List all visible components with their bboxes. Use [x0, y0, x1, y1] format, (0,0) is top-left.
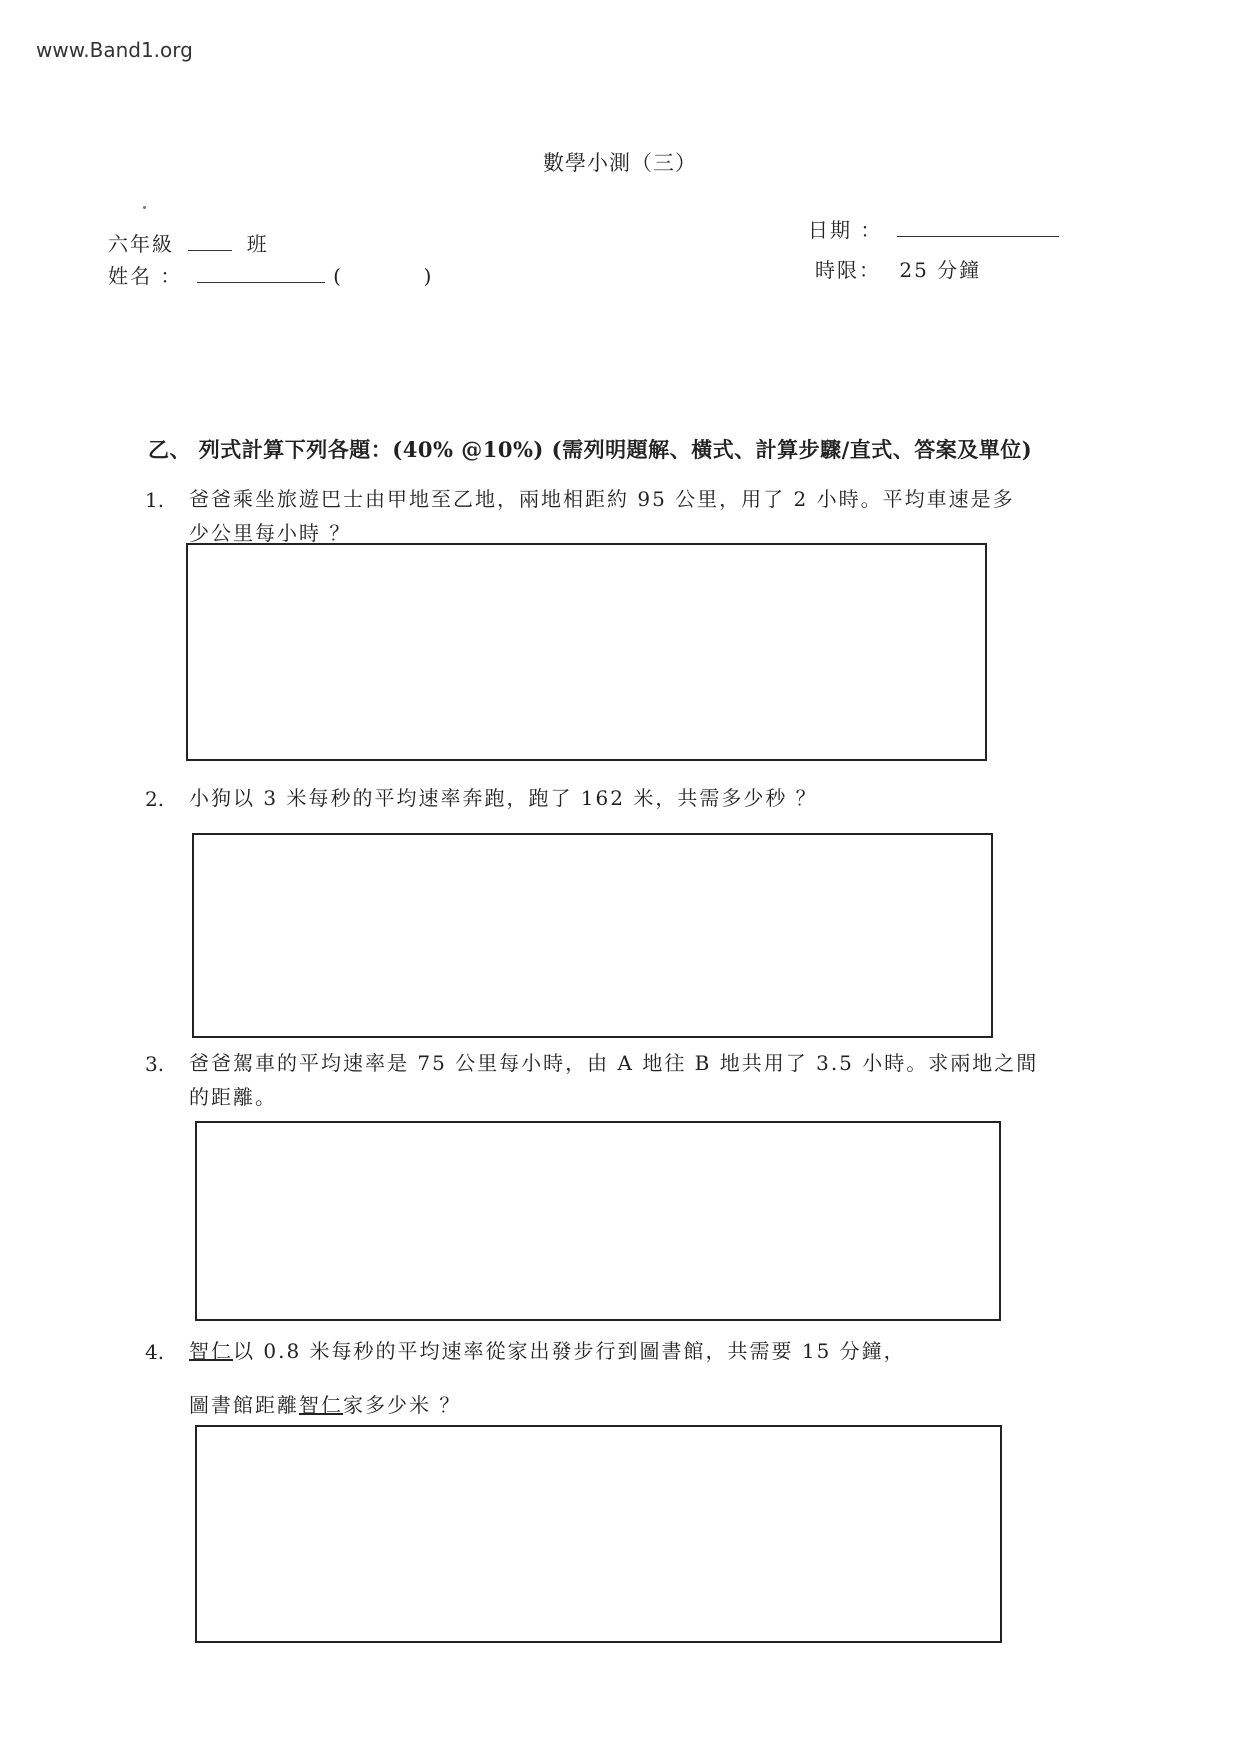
grade-label: 六年級 [108, 232, 174, 256]
student-name: 智仁 [189, 1339, 233, 1363]
answer-box-4[interactable] [195, 1425, 1002, 1643]
section-heading: 乙、 列式計算下列各題：(40% @10%) (需列明題解、橫式、計算步驟/直式、答案及單位) [148, 437, 1033, 462]
question-4-text [189, 1334, 906, 1422]
name-blank[interactable] [197, 268, 325, 283]
question-line: 小狗以 3 米每秒的平均速率奔跑，跑了 162 米，共需多少秒 ？ [189, 786, 818, 810]
question-line [189, 1334, 906, 1368]
question-2-text [189, 781, 818, 815]
time-limit-line [815, 254, 981, 283]
question-line: 的距離。 [189, 1085, 277, 1109]
scan-speck [143, 206, 146, 209]
question-1-text [189, 482, 1015, 550]
name-label: 姓名 ： [108, 264, 183, 288]
date-label: 日期 ： [808, 218, 883, 242]
question-text-segment: 圖書館距離 [189, 1393, 299, 1417]
question-3-text [189, 1046, 1038, 1114]
answer-box-2[interactable] [192, 833, 993, 1038]
date-blank[interactable] [897, 222, 1059, 237]
paren-open: ( [333, 264, 343, 288]
answer-box-1[interactable] [186, 543, 987, 761]
grade-class-line [108, 228, 269, 257]
class-label: 班 [246, 232, 269, 256]
question-line: 少公里每小時 ？ [189, 521, 352, 545]
question-text-segment: 以 0.8 米每秒的平均速率從家出發步行到圖書館，共需要 15 分鐘， [233, 1339, 906, 1363]
question-number: 2. [145, 787, 165, 811]
class-blank[interactable] [188, 236, 232, 251]
question-number: 1. [145, 488, 165, 512]
question-line: 爸爸駕車的平均速率是 75 公里每小時，由 A 地往 B 地共用了 3.5 小時。求兩地之間 [189, 1051, 1039, 1075]
time-limit-value: 25 分鐘 [899, 258, 982, 282]
page-title: 數學小測（三） [543, 151, 697, 175]
question-text-segment: 家多少米 ？ [343, 1393, 462, 1417]
student-name: 智仁 [299, 1393, 343, 1417]
time-limit-label: 時限： [815, 258, 881, 282]
question-line: 爸爸乘坐旅遊巴士由甲地至乙地，兩地相距約 95 公里，用了 2 小時。平均車速是多 [189, 487, 1015, 511]
answer-box-3[interactable] [195, 1121, 1001, 1321]
question-number: 3. [145, 1052, 165, 1076]
paren-close: ) [423, 264, 434, 288]
name-line [108, 260, 433, 289]
date-line [808, 214, 1059, 243]
question-number: 4. [145, 1340, 165, 1364]
question-line [189, 1388, 906, 1422]
watermark: www.Band1.org [36, 38, 193, 62]
